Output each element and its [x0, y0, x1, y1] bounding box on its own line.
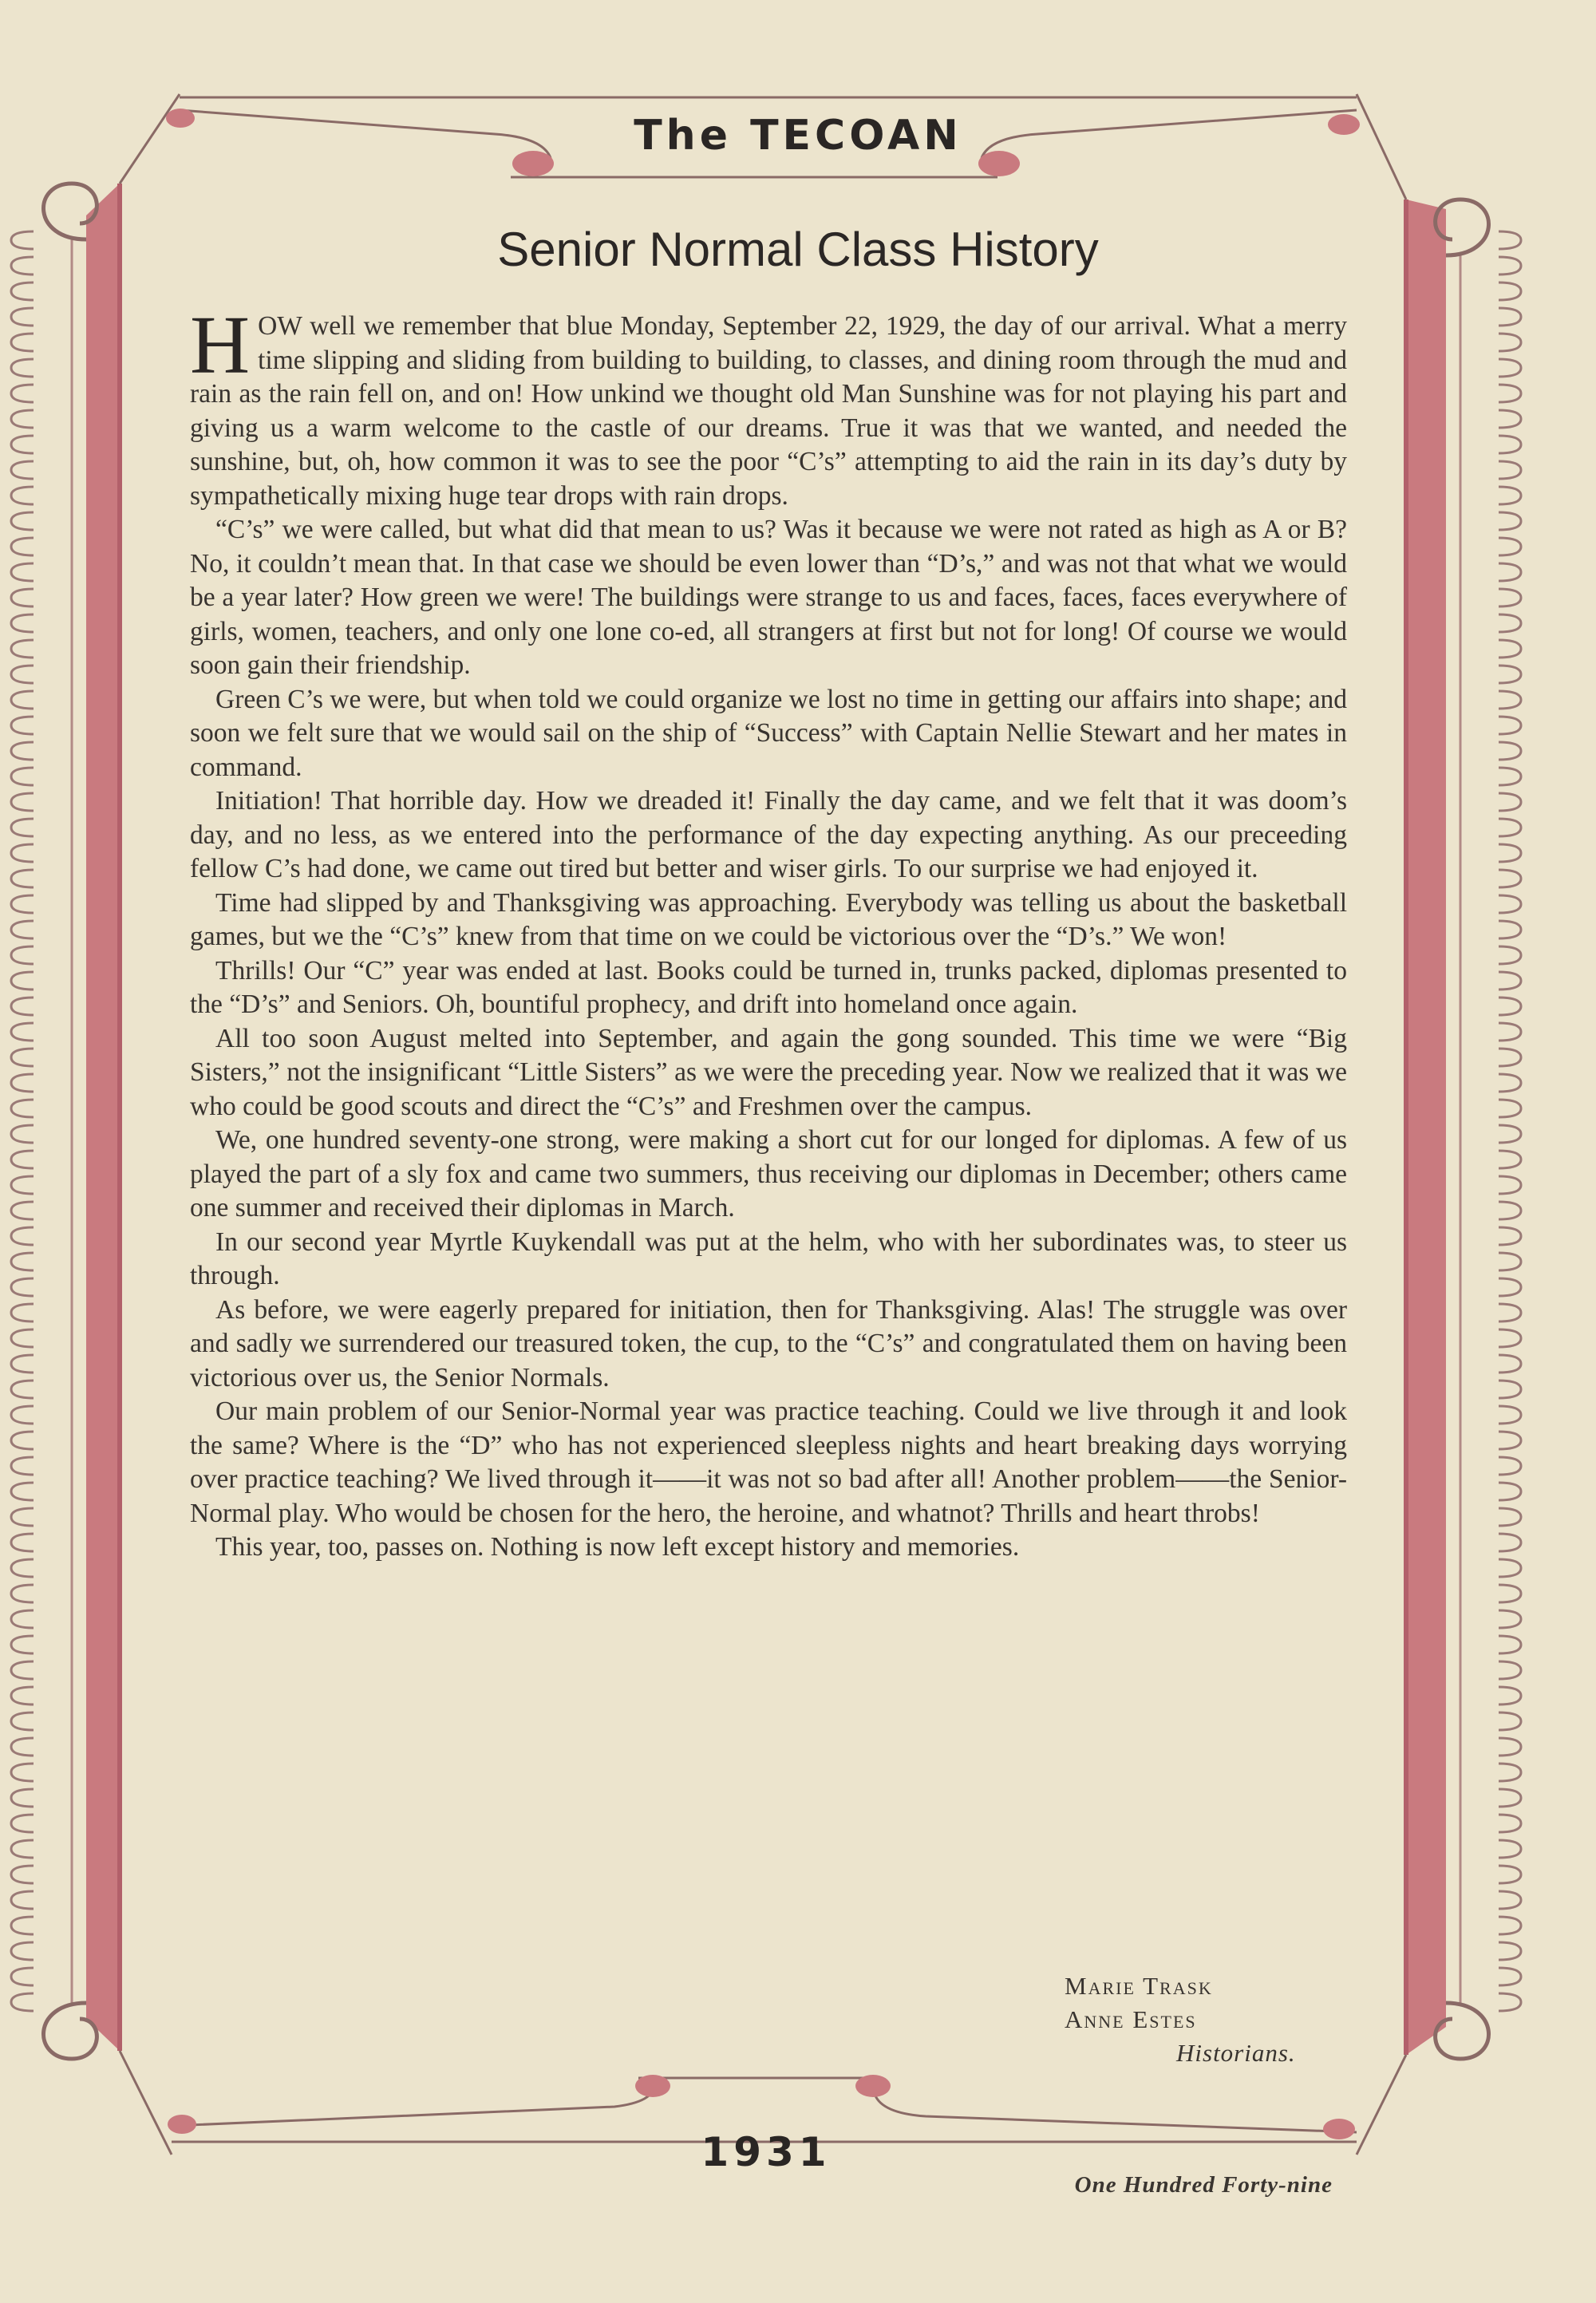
chain-link: [1499, 819, 1521, 836]
chain-link: [11, 1176, 34, 1194]
chain-link: [11, 1125, 34, 1143]
chain-link: [11, 1355, 34, 1373]
chain-link: [1499, 666, 1521, 683]
chain-link: [11, 436, 34, 453]
paragraph: Green C’s we were, but when told we could organize we lost no time in getting our affairs into shape; and soon we felt sure that we would sail on the ship of “Success” with Captain Nellie Stewart and her mates in command.: [190, 684, 1347, 782]
chain-link: [1499, 1942, 1521, 1960]
chain-link: [1499, 1661, 1521, 1679]
chain-link: [11, 1636, 34, 1653]
right-chain-ornament: [1499, 231, 1521, 2011]
chain-link: [11, 870, 34, 887]
author-role: Historians.: [1176, 2039, 1296, 2067]
author-name: Anne Estes: [1065, 2005, 1197, 2033]
chain-link: [1499, 1381, 1521, 1398]
chain-link: [11, 921, 34, 938]
chain-link: [11, 1712, 34, 1730]
chain-link: [11, 1508, 34, 1526]
chain-link: [11, 461, 34, 479]
chain-link: [11, 282, 34, 300]
paragraph: As before, we were eagerly prepared for initiation, then for Thanksgiving. Alas! The struggle was over and sadly we surrendered our treasured token, the cup, to the “C’s” and congratulated them on having been victorious over us, the Senior Normals.: [190, 1294, 1347, 1392]
page-title: Senior Normal Class History: [497, 223, 1099, 276]
right-border-band: [1406, 199, 1446, 2055]
left-chain-ornament: [11, 231, 34, 2011]
chain-link: [11, 1278, 34, 1296]
chain-link: [1499, 895, 1521, 913]
chain-link: [11, 385, 34, 402]
chain-link: [11, 334, 34, 351]
chain-link: [11, 1074, 34, 1092]
chain-link: [11, 1891, 34, 1909]
page-number: One Hundred Forty-nine: [1074, 2172, 1333, 2198]
chain-link: [1499, 1891, 1521, 1909]
chain-link: [1499, 1508, 1521, 1526]
chain-link: [1499, 640, 1521, 658]
chain-link: [11, 1534, 34, 1551]
paragraph: Time had slipped by and Thanksgiving was approaching. Everybody was telling us about the basketball games, but we the “C’s” knew from that time on we could be victorious over the “D’s.” We won!: [190, 887, 1347, 951]
running-head: The TECOAN: [634, 112, 962, 160]
chain-link: [11, 1329, 34, 1347]
chain-link: [11, 1559, 34, 1577]
paragraph: All too soon August melted into September, and again the gong sounded. This time we were “Big Sisters,” not the insignificant “Little Sisters” as we were the preceding year. Now we realized that it was we who could be good scouts and direct the “C’s” and Freshmen over the campus.: [190, 1023, 1347, 1121]
chain-link: [1499, 1278, 1521, 1296]
chain-link: [11, 1202, 34, 1219]
chain-link: [1499, 1304, 1521, 1321]
chain-link: [1499, 1585, 1521, 1602]
chain-link: [11, 257, 34, 275]
chain-link: [1499, 1738, 1521, 1756]
chain-link: [1499, 1074, 1521, 1092]
chain-link: [11, 1483, 34, 1500]
chain-link: [11, 997, 34, 1015]
chain-link: [1499, 870, 1521, 887]
chain-link: [1499, 1764, 1521, 1781]
chain-link: [1499, 1534, 1521, 1551]
chain-link: [1499, 1866, 1521, 1883]
chain-link: [1499, 946, 1521, 964]
chain-link: [1499, 1840, 1521, 1858]
chain-link: [1499, 1100, 1521, 1117]
chain-link: [1499, 997, 1521, 1015]
chain-link: [1499, 1023, 1521, 1041]
chain-link: [11, 640, 34, 658]
chain-link: [11, 1253, 34, 1270]
chain-link: [11, 742, 34, 760]
paragraph: This year, too, passes on. Nothing is now left except history and memories.: [215, 1532, 1020, 1562]
chain-link: [11, 1942, 34, 1960]
chain-link: [1499, 1049, 1521, 1066]
paragraph: Our main problem of our Senior-Normal year was practice teaching. Could we live through it and look the same? Where is the “D” who has not experienced sleepless nights and heart breaking days worrying over practice teaching? We lived through it——it was not so bad after all! Another problem——the Senior-Normal play. Who would be chosen for the hero, the heroine, and whatnot? Thrills and heart throbs!: [190, 1396, 1347, 1528]
chain-link: [1499, 1151, 1521, 1168]
chain-link: [1499, 589, 1521, 606]
chain-link: [11, 895, 34, 913]
paragraph: Initiation! That horrible day. How we dreaded it! Finally the day came, and we felt that it was doom’s day, and no less, as we entered into the performance of the day expecting anything. As our preceeding fellow C’s had done, we came out tired but better and wiser girls. To our surprise we had enjoyed it.: [190, 786, 1347, 883]
chain-link: [11, 946, 34, 964]
chain-link: [1499, 972, 1521, 990]
chain-link: [1499, 1993, 1521, 2011]
chain-link: [1499, 385, 1521, 402]
chain-link: [11, 1432, 34, 1449]
chain-link: [1499, 359, 1521, 377]
chain-link: [11, 717, 34, 734]
chain-link: [1499, 257, 1521, 275]
chain-link: [11, 1866, 34, 1883]
chain-link: [11, 1917, 34, 1934]
chain-link: [11, 666, 34, 683]
chain-link: [1499, 231, 1521, 249]
chain-link: [11, 231, 34, 249]
chain-link: [11, 308, 34, 326]
chain-link: [1499, 1227, 1521, 1245]
chain-link: [1499, 1789, 1521, 1807]
chain-link: [1499, 1457, 1521, 1475]
article-body: [190, 299, 1347, 1565]
chain-link: [11, 1840, 34, 1858]
chain-link: [1499, 1176, 1521, 1194]
chain-link: [1499, 1559, 1521, 1577]
chain-link: [1499, 1610, 1521, 1628]
chain-link: [1499, 512, 1521, 530]
chain-link: [1499, 1636, 1521, 1653]
chain-link: [11, 614, 34, 632]
chain-link: [1499, 1687, 1521, 1705]
chain-link: [1499, 742, 1521, 760]
chain-link: [1499, 1253, 1521, 1270]
footer-year: 1931: [701, 2129, 832, 2175]
author-name: Marie Trask: [1065, 1972, 1213, 2000]
chain-link: [1499, 1406, 1521, 1424]
chain-link: [11, 1227, 34, 1245]
chain-link: [1499, 1815, 1521, 1832]
chain-link: [11, 410, 34, 428]
chain-link: [11, 1661, 34, 1679]
chain-link: [11, 1738, 34, 1756]
paragraph: In our second year Myrtle Kuykendall was put at the helm, who with her subordinates was, to steer us through.: [190, 1227, 1347, 1290]
chain-link: [11, 538, 34, 555]
chain-link: [11, 844, 34, 862]
chain-link: [1499, 614, 1521, 632]
chain-link: [11, 1406, 34, 1424]
chain-link: [11, 487, 34, 504]
chain-link: [1499, 1125, 1521, 1143]
chain-link: [11, 691, 34, 709]
paragraph: We, one hundred seventy-one strong, were making a short cut for our longed for diplomas. A few of us played the part of a sly fox and came two summers, thus receiving our diplomas in December; others came one summer and received their diplomas in March.: [190, 1125, 1347, 1223]
chain-link: [11, 563, 34, 581]
chain-link: [11, 359, 34, 377]
chain-link: [1499, 1968, 1521, 1985]
chain-link: [11, 972, 34, 990]
chain-link: [1499, 1712, 1521, 1730]
chain-link: [1499, 1917, 1521, 1934]
chain-link: [1499, 921, 1521, 938]
chain-link: [11, 1968, 34, 1985]
chain-link: [11, 1687, 34, 1705]
chain-link: [11, 1764, 34, 1781]
paragraph-text: OW well we remember that blue Monday, September 22, 1929, the day of our arrival. What a merry time slipping and sliding from building to building, to classes, and dining room through the mud and rain as the rain fell on, and on! How unkind we thought old Man Sunshine was for not playing his part and giving us a warm welcome to the castle of our dreams. True it was that we wanted, and needed the sunshine, but, oh, how common it was to see the poor “C’s” attempting to aid the rain in its day’s duty by sympathetically mixing huge tear drops with rain drops.: [190, 311, 1347, 511]
chain-link: [11, 819, 34, 836]
chain-link: [11, 1381, 34, 1398]
chain-link: [1499, 717, 1521, 734]
chain-link: [1499, 563, 1521, 581]
chain-link: [1499, 282, 1521, 300]
chain-link: [11, 1457, 34, 1475]
chain-link: [1499, 1355, 1521, 1373]
drop-cap: H: [190, 299, 251, 391]
chain-link: [11, 1789, 34, 1807]
chain-link: [1499, 538, 1521, 555]
left-border-band: [86, 184, 120, 2051]
chain-link: [1499, 1432, 1521, 1449]
chain-link: [1499, 461, 1521, 479]
chain-link: [1499, 1483, 1521, 1500]
chain-link: [11, 1815, 34, 1832]
chain-link: [11, 1023, 34, 1041]
chain-link: [11, 1585, 34, 1602]
chain-link: [11, 768, 34, 785]
chain-link: [11, 1100, 34, 1117]
chain-link: [11, 1049, 34, 1066]
chain-link: [11, 1993, 34, 2011]
signature-block: [1065, 1969, 1296, 2070]
chain-link: [1499, 308, 1521, 326]
chain-link: [1499, 410, 1521, 428]
chain-link: [1499, 334, 1521, 351]
paragraph: “C’s” we were called, but what did that mean to us? Was it because we were not rated as high as A or B? No, it couldn’t mean that. In that case we should be even lower than “D’s,” and was not that what we would be a year later? How green we were! The buildings were strange to us and faces, faces, faces everywhere of girls, women, teachers, and only one lone co-ed, all strangers at first but not for long! Of course we would soon gain their friendship.: [190, 515, 1347, 680]
chain-link: [11, 1610, 34, 1628]
chain-link: [11, 793, 34, 811]
chain-link: [11, 1304, 34, 1321]
chain-link: [1499, 691, 1521, 709]
chain-link: [11, 512, 34, 530]
chain-link: [11, 1151, 34, 1168]
chain-link: [11, 589, 34, 606]
chain-link: [1499, 487, 1521, 504]
chain-link: [1499, 768, 1521, 785]
chain-link: [1499, 793, 1521, 811]
paragraph: [190, 299, 1347, 513]
chain-link: [1499, 844, 1521, 862]
paragraph: Thrills! Our “C” year was ended at last. Books could be turned in, trunks packed, diplomas presented to the “D’s” and Seniors. Oh, bountiful prophecy, and drift into homeland once again.: [190, 955, 1347, 1019]
chain-link: [1499, 1202, 1521, 1219]
chain-link: [1499, 1329, 1521, 1347]
chain-link: [1499, 436, 1521, 453]
